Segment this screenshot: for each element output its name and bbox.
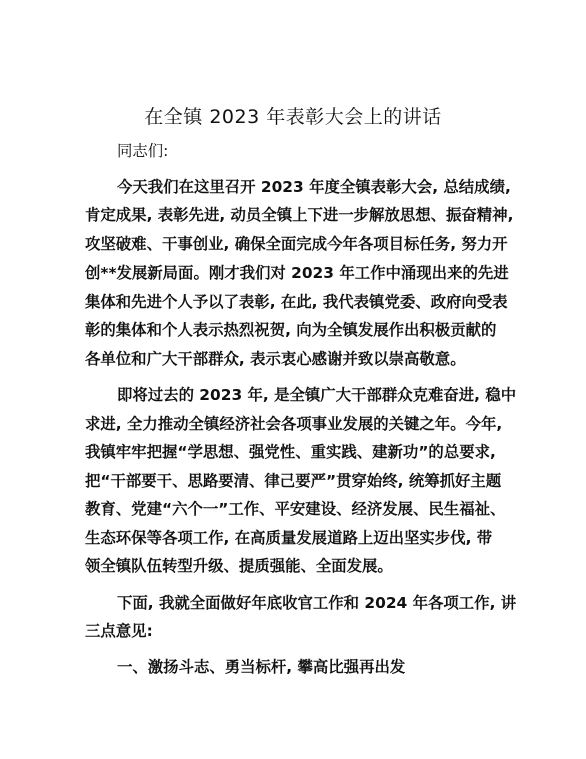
document-title: 在全镇 2023 年表彰大会上的讲话 (144, 106, 442, 128)
paragraph-3-line-1: 下面, 我就全面做好年底收官工作和 2024 年各项工作, 讲 (117, 594, 517, 612)
paragraph-2-line-2: 求进, 全力推动全镇经济社会各项事业发展的关键之年。今年, (85, 415, 503, 433)
paragraph-3-line-2: 三点意见: (85, 622, 153, 640)
salutation: 同志们: (117, 142, 169, 160)
paragraph-2-line-3: 我镇牢牢把握“学思想、强党性、重实践、建新功”的总要求, (85, 443, 496, 461)
paragraph-1-line-2: 肯定成果, 表彰先进, 动员全镇上下进一步解放思想、振奋精神, (85, 206, 514, 224)
section-heading-1: 一、激扬斗志、勇当标杆, 攀高比强再出发 (117, 658, 406, 676)
paragraph-2-line-1: 即将过去的 2023 年, 是全镇广大干部群众克难奋进, 稳中 (117, 386, 517, 404)
paragraph-2-line-5: 教育、党建“六个一”工作、平安建设、经济发展、民生福祉、 (85, 500, 506, 518)
paragraph-1-line-6: 彰的集体和个人表示热烈祝贺, 向为全镇发展作出积极贡献的 (85, 321, 497, 339)
paragraph-1-line-1: 今天我们在这里召开 2023 年度全镇表彰大会, 总结成绩, (117, 178, 511, 196)
paragraph-1-line-7: 各单位和广大干部群众, 表示衷心感谢并致以崇高敬意。 (85, 350, 466, 368)
paragraph-1-line-3: 攻坚破难、干事创业, 确保全面完成今年各项目标任务, 努力开 (85, 235, 508, 253)
paragraph-2-line-7: 领全镇队伍转型升级、提质强能、全面发展。 (85, 557, 393, 575)
paragraph-1-line-4: 创**发展新局面。刚才我们对 2023 年工作中涌现出来的先进 (85, 264, 509, 282)
paragraph-2-line-4: 把“干部要干、思路要清、律己要严”贯穿始终, 统筹抓好主题 (85, 472, 502, 490)
paragraph-2-line-6: 生态环保等各项工作, 在高质量发展道路上迈出坚实步伐, 带 (85, 529, 493, 547)
paragraph-1-line-5: 集体和先进个人予以了表彰, 在此, 我代表镇党委、政府向受表 (85, 293, 508, 311)
